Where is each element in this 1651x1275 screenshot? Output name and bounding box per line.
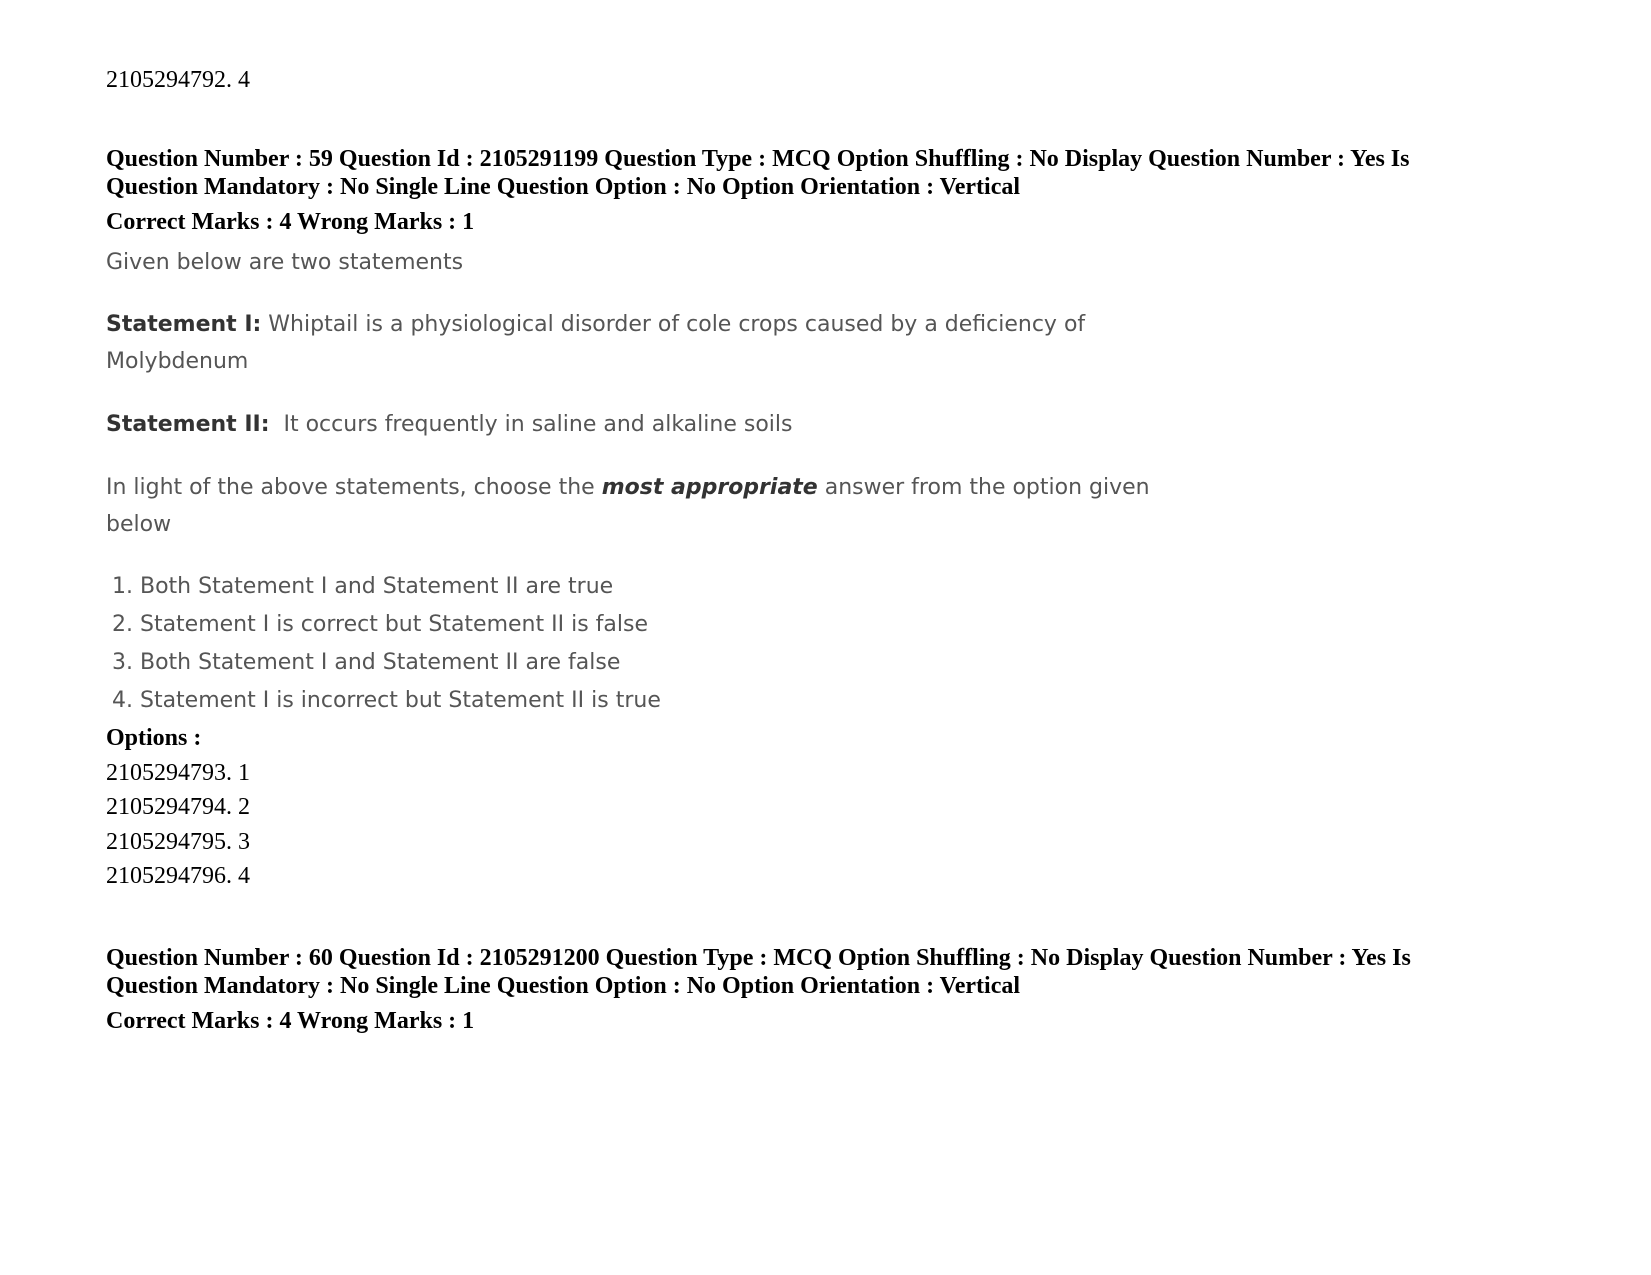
question-60-header-line1: Question Number : 60 Question Id : 2105291200 Question Type : MCQ Option Shuffling : No Display Question Number : Yes Is (106, 945, 1411, 971)
choice-item: 4. Statement I is incorrect but Statement II is true (112, 688, 661, 713)
options-title: Options : (106, 725, 202, 751)
option-item: 2105294793. 1 (106, 760, 250, 786)
instruction-emphasis: most appropriate (601, 475, 818, 500)
question-59-header-line2: Question Mandatory : No Single Line Question Option : No Option Orientation : Vertical (106, 174, 1021, 200)
question-intro: Given below are two statements (106, 250, 464, 275)
instruction (106, 469, 1150, 506)
question-59-marks: Correct Marks : 4 Wrong Marks : 1 (106, 209, 475, 235)
question-60-header-line2: Question Mandatory : No Single Line Question Option : No Option Orientation : Vertical (106, 973, 1021, 999)
statement-2-text: It occurs frequently in saline and alkaline soils (269, 412, 793, 437)
option-item: 2105294794. 2 (106, 794, 250, 820)
instruction-pre: In light of the above statements, choose the (106, 475, 602, 500)
statement-1-label: Statement I: (106, 312, 262, 337)
statement-1-text: Whiptail is a physiological disorder of cole crops caused by a deficiency of (261, 312, 1086, 337)
statement-2 (106, 406, 792, 443)
choice-item: 1. Both Statement I and Statement II are true (112, 574, 614, 599)
option-item: 2105294795. 3 (106, 829, 250, 855)
question-59-header (106, 145, 1526, 201)
instruction-post: answer from the option given (817, 475, 1150, 500)
question-60-marks: Correct Marks : 4 Wrong Marks : 1 (106, 1008, 475, 1034)
choice-item: 3. Both Statement I and Statement II are false (112, 650, 621, 675)
statement-1 (106, 306, 1085, 343)
statement-2-label: Statement II: (106, 412, 270, 437)
question-59-header-line1: Question Number : 59 Question Id : 2105291199 Question Type : MCQ Option Shuffling : No Display Question Number : Yes Is (106, 146, 1410, 172)
previous-option-line: 2105294792. 4 (106, 67, 250, 93)
instruction-continuation: below (106, 512, 172, 537)
question-60-header (106, 944, 1526, 1000)
statement-1-continuation: Molybdenum (106, 349, 249, 374)
choice-item: 2. Statement I is correct but Statement II is false (112, 612, 648, 637)
option-item: 2105294796. 4 (106, 863, 250, 889)
